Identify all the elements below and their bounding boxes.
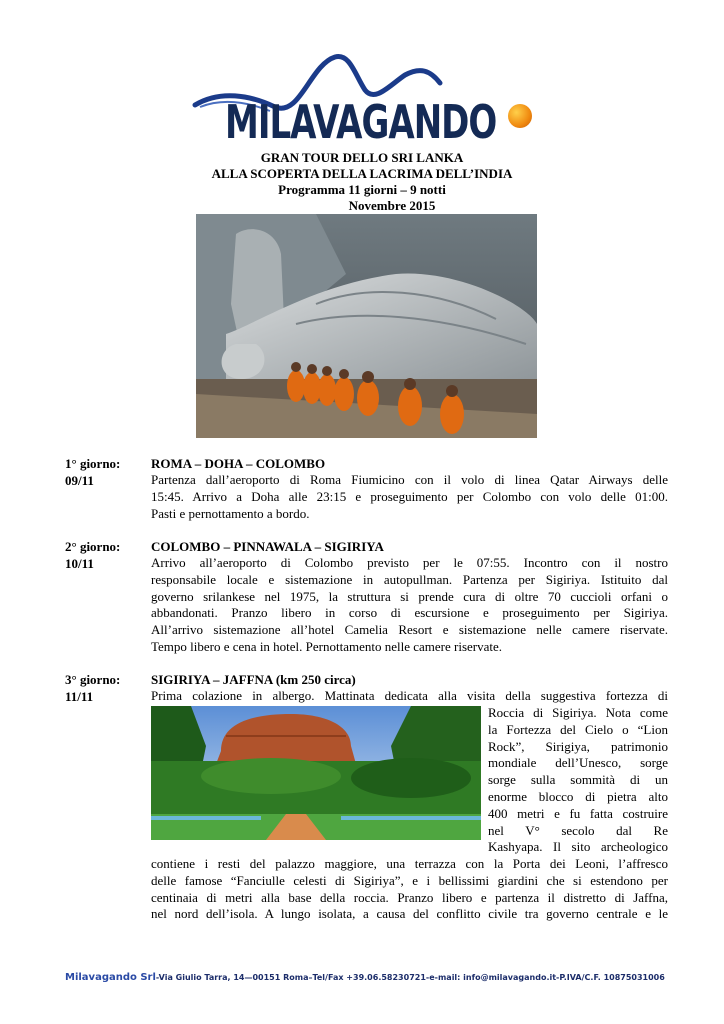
text-line: Prima colazione in albergo. Mattinata dedicata alla visita della suggestiva fortezza di bbox=[151, 688, 668, 703]
text-line: nel nord dell’isola. A lungo isolata, a causa del conflitto civile tra governo centrale e le bbox=[151, 906, 668, 922]
day-2-label: 2° giorno: bbox=[65, 539, 121, 554]
day-2-title: COLOMBO – PINNAWALA – SIGIRIYA bbox=[151, 539, 384, 554]
day-1-date: 09/11 bbox=[65, 473, 94, 488]
day-3-description bbox=[151, 856, 668, 923]
day-1-title: ROMA – DOHA – COLOMBO bbox=[151, 456, 326, 471]
text-line: responsabile locale e sistemazione in autopullman. Partenza per Sigiriya. Istituito dal bbox=[151, 571, 668, 587]
text-line: contiene i resti del palazzo maggiore, una terrazza con la Porta dei Leoni, l’affresco bbox=[151, 856, 668, 871]
day-3-title: SIGIRIYA – JAFFNA (km 250 circa) bbox=[151, 672, 356, 687]
sigiriya-rock-photo bbox=[151, 706, 481, 840]
logo-wordmark: MILAVAGANDO bbox=[225, 96, 497, 150]
day-2-description bbox=[151, 555, 668, 656]
logo-sun-icon bbox=[508, 104, 532, 128]
footer-details: -Via Giulio Tarra, 14—00151 Roma–Tel/Fax +39.06.58230721-e-mail: info@milavagando.it-P.IVA/C.F. 10875031006 bbox=[155, 973, 665, 982]
text-line: Roccia di Sigiriya. Nota come bbox=[488, 705, 668, 720]
tour-subtitle: ALLA SCOPERTA DELLA LACRIMA DELL’INDIA bbox=[211, 166, 513, 181]
program-duration: Programma 11 giorni – 9 notti bbox=[278, 182, 446, 197]
day-3-date: 11/11 bbox=[65, 689, 94, 704]
text-line: mondiale dell’Unesco, sorge bbox=[488, 755, 668, 771]
text-line: 400 metri e fu fatta costruire bbox=[488, 805, 668, 821]
day-3-label: 3° giorno: bbox=[65, 672, 121, 687]
text-line: sorge sulla sommità di un bbox=[488, 772, 668, 788]
text-line: Pasti e pernottamento a bordo. bbox=[151, 505, 310, 521]
text-line: la Fortezza del Cielo o “Lion bbox=[488, 721, 668, 737]
day-2-date: 10/11 bbox=[65, 556, 94, 571]
text-line: nel V° secolo dal Re bbox=[488, 822, 668, 838]
tour-date: Novembre 2015 bbox=[348, 198, 436, 213]
text-line: enorme blocco di pietra alto bbox=[488, 788, 668, 804]
day-3-side-text bbox=[488, 705, 668, 856]
day-1-label: 1° giorno: bbox=[65, 456, 121, 471]
text-line: Partenza dall’aeroporto di Roma Fiumicino con il volo di linea Qatar Airways delle bbox=[151, 472, 668, 487]
text-line: abbandonati. Pranzo libero in corso di escursione e proseguimento per Sigiriya. bbox=[151, 605, 668, 621]
text-line: Tempo libero e cena in hotel. Pernottamento nelle camere riservate. bbox=[151, 638, 503, 654]
text-line: delle famose “Fanciulle celesti di Sigiriya”, e i bellissimi giardini che si estendono per bbox=[151, 872, 668, 888]
footer-brand: Milavagando Srl bbox=[65, 972, 156, 983]
text-line: centinaia di metri alla base della roccia. Pranzo libero e partenza il distretto di Jaffna, bbox=[151, 889, 668, 905]
day-1-description bbox=[151, 472, 668, 522]
text-line: Rock”, Sirigiya, patrimonio bbox=[488, 738, 668, 754]
text-line: All’arrivo sistemazione all’hotel Camelia Resort e sistemazione nelle camere riservate. bbox=[151, 622, 668, 638]
footer-contact bbox=[65, 972, 685, 983]
tour-title: GRAN TOUR DELLO SRI LANKA bbox=[260, 150, 464, 165]
text-line: 15:45. Arrivo a Doha alle 23:15 e proseguimento per Colombo con volo delle 01:00. bbox=[151, 488, 668, 504]
text-line: governo srilankese nel 1975, la struttura si prende cura di oltre 70 cuccioli orfani o bbox=[151, 588, 668, 604]
reclining-buddha-photo bbox=[196, 214, 537, 438]
text-line: Kashyapa. Il sito archeologico bbox=[488, 839, 668, 855]
text-line: Arrivo all’aeroporto di Colombo previsto per le 07:55. Incontro con il nostro bbox=[151, 555, 668, 570]
day-3-intro bbox=[151, 688, 668, 705]
